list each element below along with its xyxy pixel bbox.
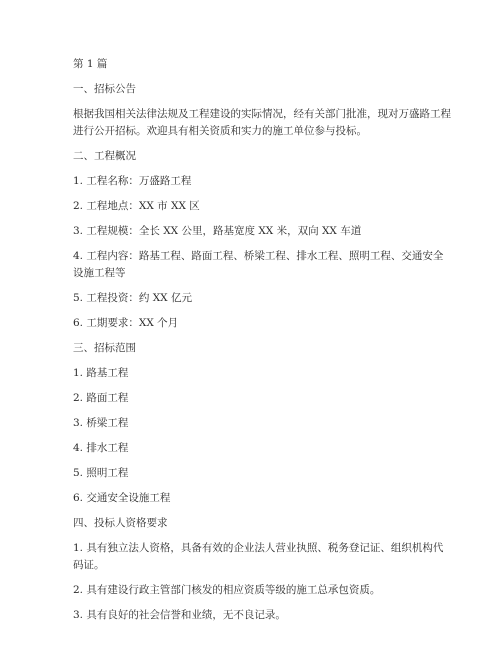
- section-heading-scope: 三、招标范围: [73, 342, 136, 354]
- document-page: [73, 56, 451, 632]
- requirement-item: 3. 具有良好的社会信誉和业绩，无不良记录。: [73, 609, 286, 621]
- scope-item: 6. 交通安全设施工程: [73, 492, 171, 504]
- section-heading-announcement: 一、招标公告: [73, 83, 136, 95]
- overview-item: 2. 工程地点：XX 市 XX 区: [73, 200, 200, 212]
- section-heading-overview: 二、工程概况: [73, 150, 136, 162]
- scope-item: 4. 排水工程: [73, 442, 129, 454]
- overview-item-line: 设施工程等: [73, 267, 126, 279]
- announcement-line: 进行公开招标。欢迎具有相关资质和实力的施工单位参与投标。: [73, 125, 367, 137]
- scope-item: 3. 桥梁工程: [73, 417, 129, 429]
- part-label: 第 1 篇: [73, 58, 108, 70]
- requirement-item: [73, 540, 444, 574]
- announcement-paragraph: [73, 106, 451, 140]
- overview-item: 1. 工程名称：万盛路工程: [73, 175, 192, 187]
- scope-item: 1. 路基工程: [73, 367, 129, 379]
- scope-item: 2. 路面工程: [73, 392, 129, 404]
- requirement-line: 1. 具有独立法人资格，具备有效的企业法人营业执照、税务登记证、组织机构代: [73, 542, 444, 554]
- scope-item: 5. 照明工程: [73, 467, 129, 479]
- overview-item-line: 4. 工程内容：路基工程、路面工程、桥梁工程、排水工程、照明工程、交通安全: [73, 250, 444, 262]
- overview-item: [73, 248, 444, 282]
- requirement-line: 码证。: [73, 559, 105, 571]
- section-heading-requirements: 四、投标人资格要求: [73, 517, 168, 529]
- overview-item: 3. 工程规模：全长 XX 公里，路基宽度 XX 米，双向 XX 车道: [73, 225, 362, 237]
- announcement-line: 根据我国相关法律法规及工程建设的实际情况，经有关部门批准，现对万盛路工程: [73, 108, 451, 120]
- overview-item: 5. 工程投资：约 XX 亿元: [73, 292, 192, 304]
- requirement-item: 2. 具有建设行政主管部门核发的相应资质等级的施工总承包资质。: [73, 584, 381, 596]
- overview-item: 6. 工期要求：XX 个月: [73, 317, 179, 329]
